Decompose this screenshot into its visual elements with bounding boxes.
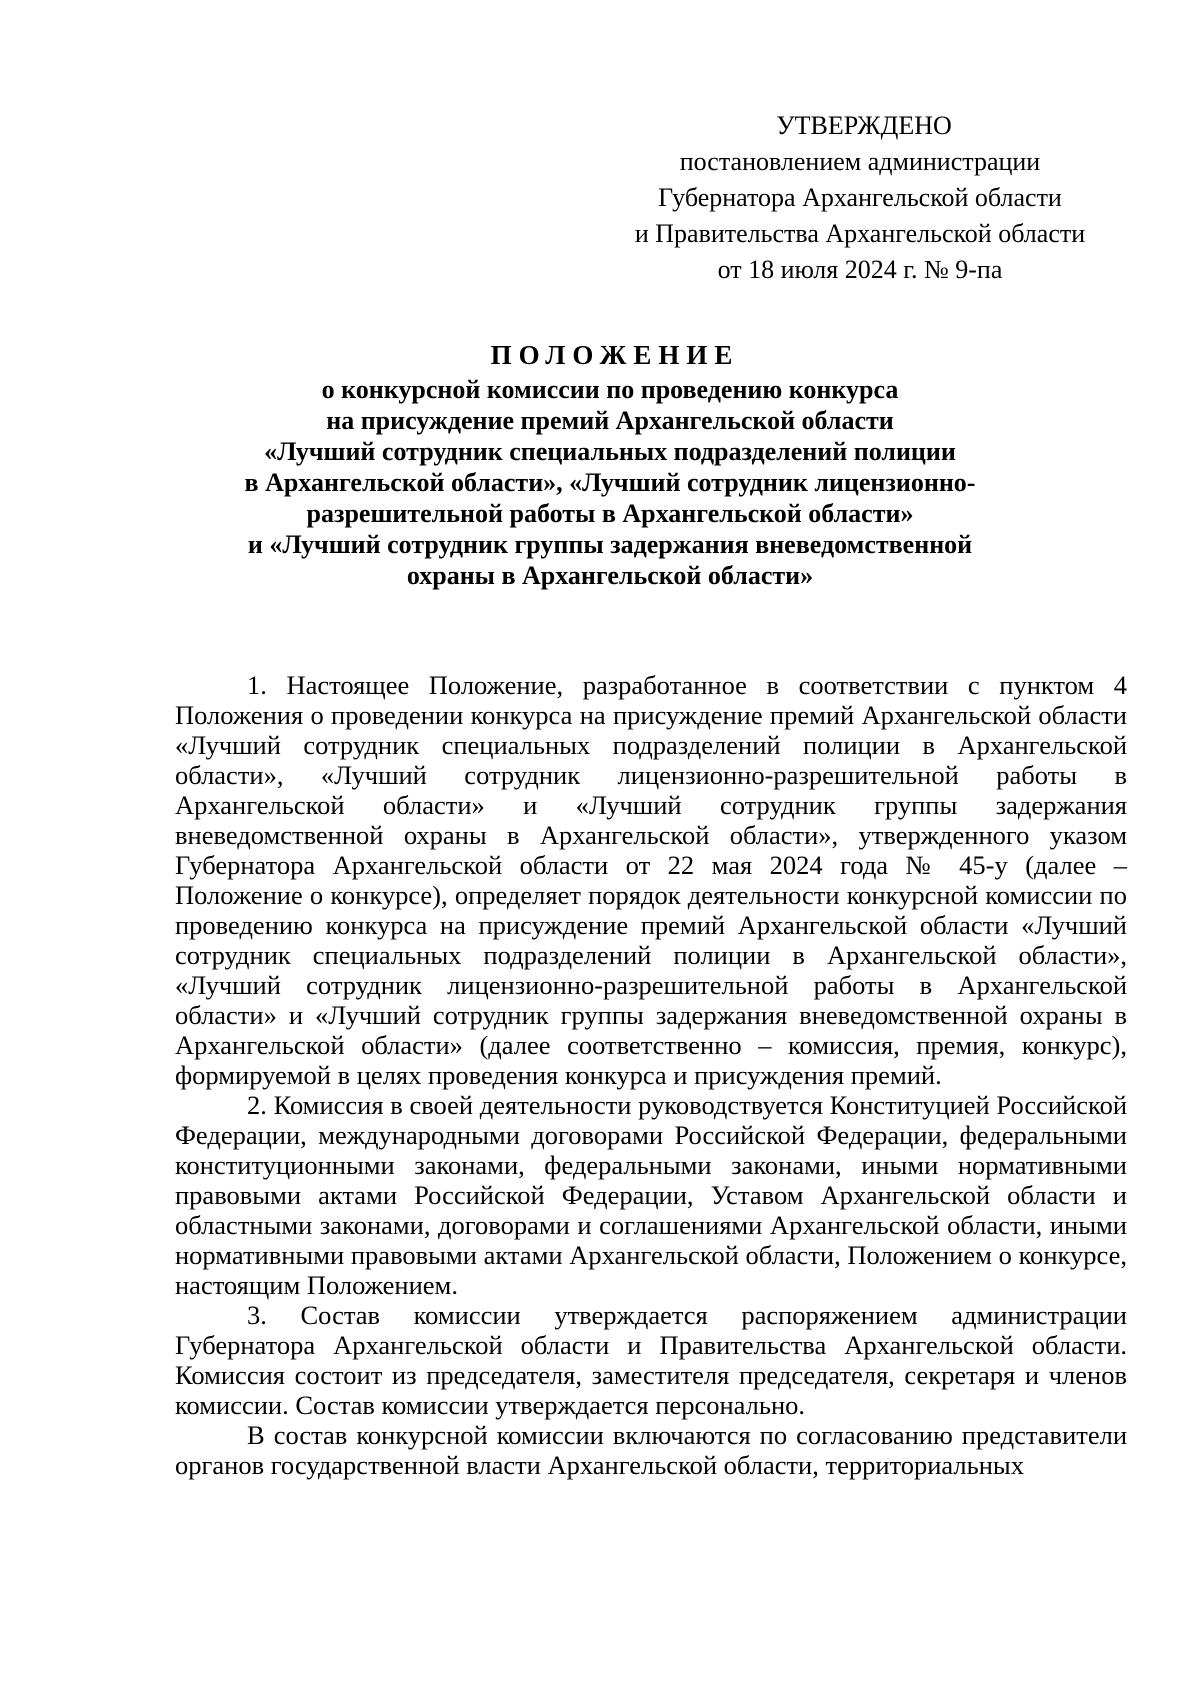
- title-line: на присуждение премий Архангельской области: [326, 406, 894, 435]
- approval-date-line: от 18 июля 2024 г. № 9-па: [717, 255, 1003, 284]
- approval-line: Губернатора Архангельской области: [658, 183, 1062, 212]
- paragraph-2: 2. Комиссия в своей деятельности руководствуется Конституцией Российской Федерации, международными договорами Российской Федерации, федеральными конституционными законами, федеральными законами, иными нормативными правовыми актами Российской Федерации, Уставом Архангельской области и областными законами, договорами и соглашениями Архангельской области, иными нормативными правовыми актами Архангельской области, Положением о конкурсе, настоящим Положением.: [175, 1090, 1127, 1300]
- title-line: «Лучший сотрудник специальных подразделений полиции: [264, 437, 956, 466]
- approval-stamp-block: [600, 108, 1120, 288]
- paragraph-1: 1. Настоящее Положение, разработанное в соответствии с пунктом 4 Положения о проведении конкурса на присуждение премий Архангельской области «Лучший сотрудник специальных подразделений полиции в Архангельской области», «Лучший сотрудник лицензионно-разрешительной работы в Архангельской области» и «Лучший сотрудник группы задержания вневедомственной охраны в Архангельской области», утвержденного указом Губернатора Архангельской области от 22 мая 2024 года № 45-у (далее – Положение о конкурсе), определяет порядок деятельности конкурсной комиссии по проведению конкурса на присуждение премий Архангельской области «Лучший сотрудник специальных подразделений полиции в Архангельской области», «Лучший сотрудник лицензионно-разрешительной работы в Архангельской области» и «Лучший сотрудник группы задержания вневедомственной охраны в Архангельской области» (далее соответственно – комиссия, премия, конкурс), формируемой в целях проведения конкурса и присуждения премий.: [175, 670, 1127, 1090]
- paragraph-4: В состав конкурсной комиссии включаются по согласованию представители органов государственной власти Архангельской области, территориальных: [175, 1420, 1127, 1480]
- document-title: [180, 340, 1040, 591]
- title-heading: ПОЛОЖЕНИЕ: [490, 340, 740, 370]
- title-line: охраны в Архангельской области»: [406, 561, 814, 590]
- document-body: [175, 670, 1127, 1480]
- approved-label: УТВЕРЖДЕНО: [776, 111, 952, 140]
- paragraph-3: 3. Состав комиссии утверждается распоряжением администрации Губернатора Архангельской области и Правительства Архангельской области. Комиссия состоит из председателя, заместителя председателя, секретаря и членов комиссии. Состав комиссии утверждается персонально.: [175, 1300, 1127, 1420]
- title-line: в Архангельской области», «Лучший сотрудник лицензионно-: [244, 468, 976, 497]
- title-line: о конкурсной комиссии по проведению конкурса: [321, 375, 899, 404]
- approval-line: и Правительства Архангельской области: [634, 219, 1086, 248]
- title-line: и «Лучший сотрудник группы задержания вневедомственной: [247, 530, 973, 559]
- title-line: разрешительной работы в Архангельской области»: [306, 499, 914, 528]
- approval-line: постановлением администрации: [679, 147, 1041, 176]
